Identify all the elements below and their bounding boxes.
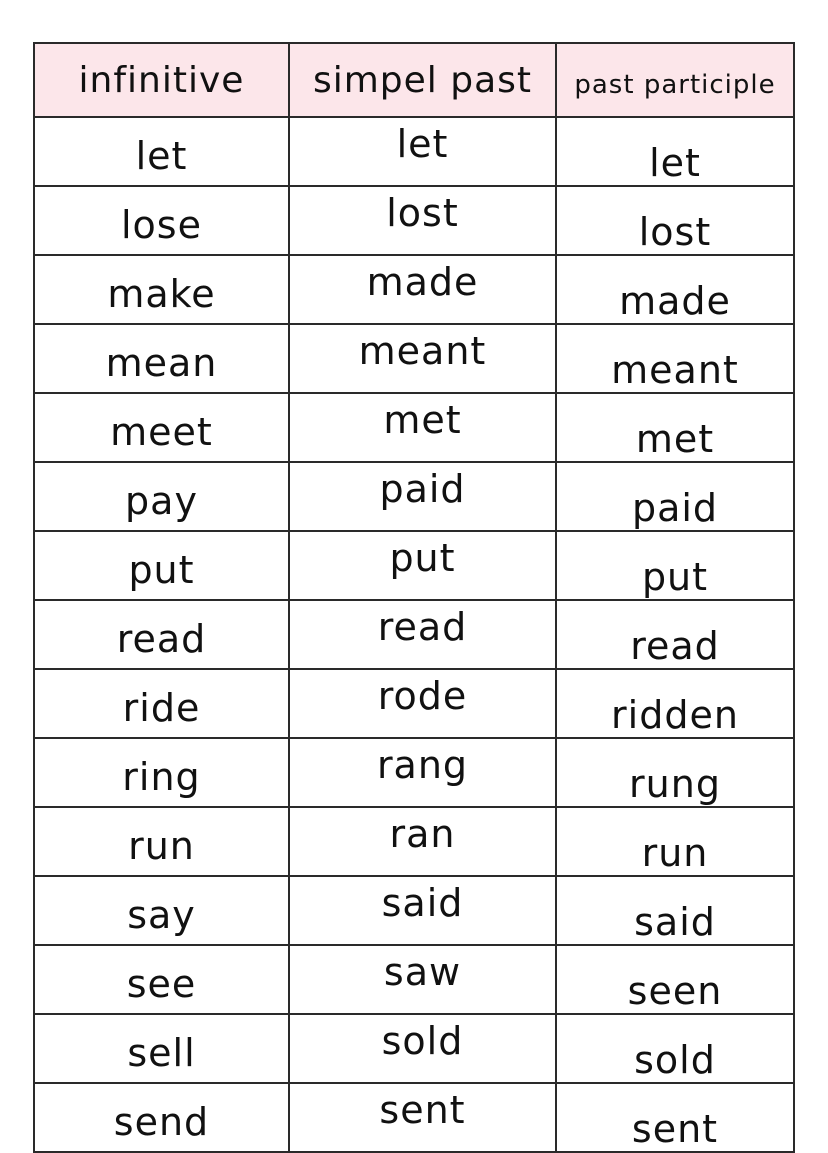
table-body — [34, 117, 794, 1152]
cell-infinitive: make — [34, 255, 289, 324]
table-row — [34, 186, 794, 255]
cell-infinitive: meet — [34, 393, 289, 462]
cell-simple-past: put — [289, 531, 556, 600]
cell-simple-past: made — [289, 255, 556, 324]
header-simple-past: simpel past — [289, 43, 556, 117]
table-row — [34, 462, 794, 531]
cell-infinitive: say — [34, 876, 289, 945]
cell-infinitive: run — [34, 807, 289, 876]
header-past-participle: past participle — [556, 43, 794, 117]
cell-infinitive: lose — [34, 186, 289, 255]
cell-simple-past: rode — [289, 669, 556, 738]
cell-simple-past: meant — [289, 324, 556, 393]
cell-simple-past: said — [289, 876, 556, 945]
cell-past-participle: sold — [556, 1014, 794, 1083]
cell-simple-past: ran — [289, 807, 556, 876]
table-header — [34, 43, 794, 117]
cell-past-participle: ridden — [556, 669, 794, 738]
table-row — [34, 1014, 794, 1083]
cell-infinitive: ride — [34, 669, 289, 738]
cell-simple-past: rang — [289, 738, 556, 807]
table-row — [34, 393, 794, 462]
cell-past-participle: read — [556, 600, 794, 669]
cell-simple-past: saw — [289, 945, 556, 1014]
cell-past-participle: met — [556, 393, 794, 462]
cell-past-participle: lost — [556, 186, 794, 255]
table-row — [34, 1083, 794, 1152]
table-row — [34, 738, 794, 807]
table-row — [34, 255, 794, 324]
cell-past-participle: rung — [556, 738, 794, 807]
cell-simple-past: lost — [289, 186, 556, 255]
cell-past-participle: run — [556, 807, 794, 876]
cell-infinitive: read — [34, 600, 289, 669]
cell-infinitive: sell — [34, 1014, 289, 1083]
cell-simple-past: sent — [289, 1083, 556, 1152]
table-row — [34, 117, 794, 186]
cell-infinitive: pay — [34, 462, 289, 531]
cell-infinitive: see — [34, 945, 289, 1014]
header-infinitive: infinitive — [34, 43, 289, 117]
cell-past-participle: paid — [556, 462, 794, 531]
cell-simple-past: read — [289, 600, 556, 669]
cell-infinitive: send — [34, 1083, 289, 1152]
table-row — [34, 669, 794, 738]
cell-simple-past: paid — [289, 462, 556, 531]
cell-past-participle: sent — [556, 1083, 794, 1152]
cell-past-participle: made — [556, 255, 794, 324]
cell-past-participle: said — [556, 876, 794, 945]
table-row — [34, 876, 794, 945]
cell-infinitive: mean — [34, 324, 289, 393]
cell-past-participle: seen — [556, 945, 794, 1014]
irregular-verbs-table — [33, 42, 795, 1153]
cell-infinitive: put — [34, 531, 289, 600]
cell-infinitive: ring — [34, 738, 289, 807]
cell-infinitive: let — [34, 117, 289, 186]
table-row — [34, 945, 794, 1014]
header-row — [34, 43, 794, 117]
table-row — [34, 324, 794, 393]
cell-past-participle: meant — [556, 324, 794, 393]
cell-simple-past: let — [289, 117, 556, 186]
cell-past-participle: let — [556, 117, 794, 186]
cell-simple-past: sold — [289, 1014, 556, 1083]
cell-simple-past: met — [289, 393, 556, 462]
table-row — [34, 600, 794, 669]
table-row — [34, 531, 794, 600]
table-row — [34, 807, 794, 876]
cell-past-participle: put — [556, 531, 794, 600]
